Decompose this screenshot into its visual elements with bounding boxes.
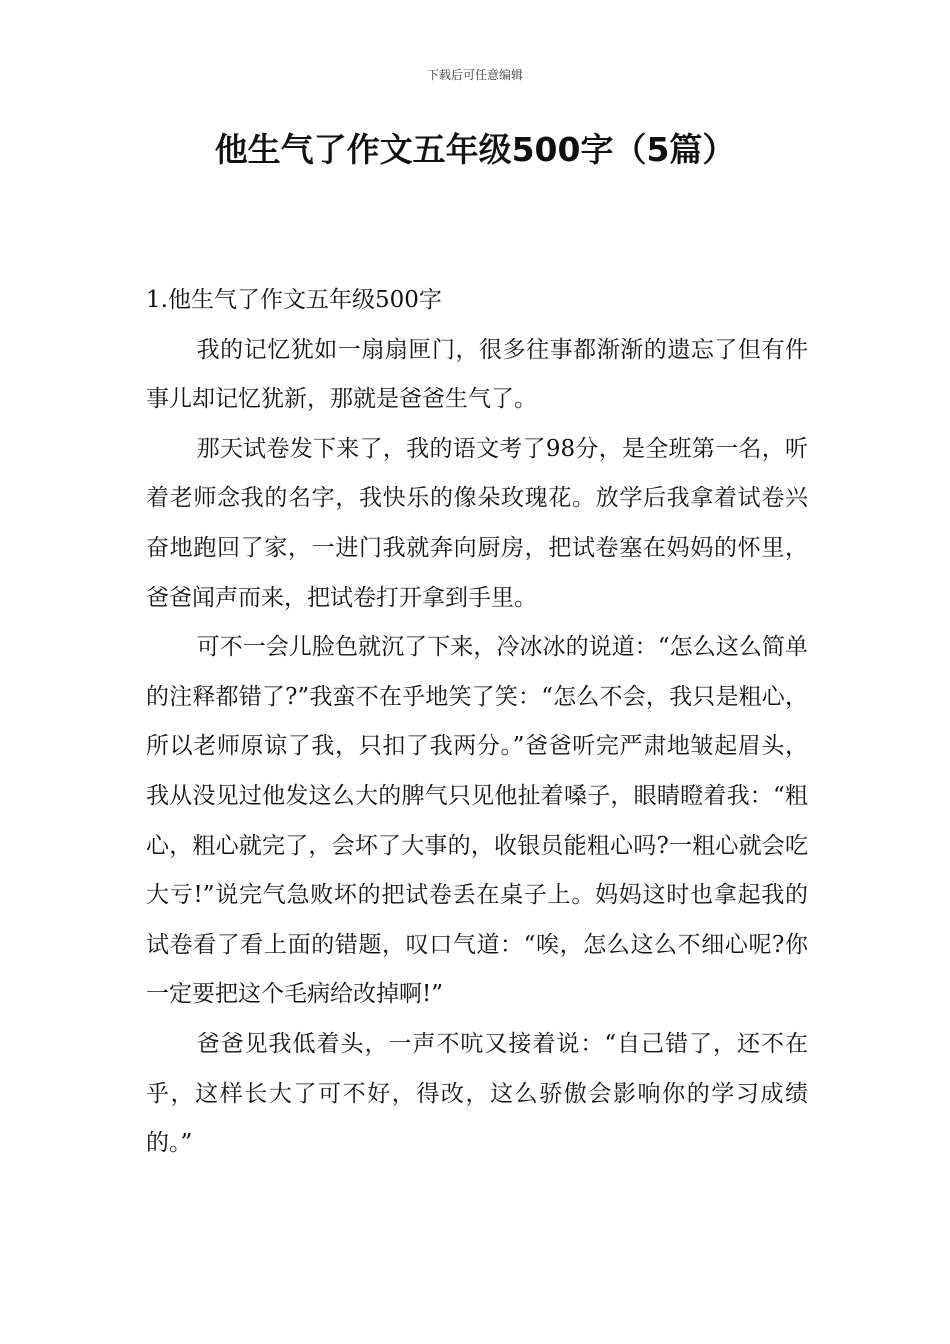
paragraph-1: 我的记忆犹如一扇扇匣门，很多往事都渐渐的遗忘了但有件事儿却记忆犹新，那就是爸爸生气了。 <box>146 336 808 413</box>
paragraph-4: 爸爸见我低着头，一声不吭又接着说：“自己错了，还不在乎，这样长大了可不好，得改，这么骄傲会影响你的学习成绩的。” <box>146 1030 808 1157</box>
paragraph-3: 可不一会儿脸色就沉了下来，冷冰冰的说道：“怎么这么简单的注释都错了?”我蛮不在乎地笑了笑：“怎么不会，我只是粗心，所以老师原谅了我，只扣了我两分。”爸爸听完严肃地皱起眉头，我从没见过他发这么大的脾气只见他扯着嗓子，眼睛瞪着我：“粗心，粗心就完了，会坏了大事的，收银员能粗心吗?一粗心就会吃大亏!”说完气急败坏的把试卷丢在桌子上。妈妈这时也拿起我的试卷看了看上面的错题，叹口气道：“唉，怎么这么不细心呢?你一定要把这个毛病给改掉啊!” <box>146 634 808 1008</box>
paragraph-2: 那天试卷发下来了，我的语文考了98分，是全班第一名，听着老师念我的名字，我快乐的像朵玫瑰花。放学后我拿着试卷兴奋地跑回了家，一进门我就奔向厨房，把试卷塞在妈妈的怀里，爸爸闻声而来，把试卷打开拿到手里。 <box>146 435 808 611</box>
header-note: 下载后可任意编辑 <box>426 68 523 82</box>
document-body <box>146 276 808 1169</box>
document-title: 他生气了作文五年级500字（5篇） <box>214 130 736 169</box>
section-heading: 1.他生气了作文五年级500字 <box>146 287 442 313</box>
